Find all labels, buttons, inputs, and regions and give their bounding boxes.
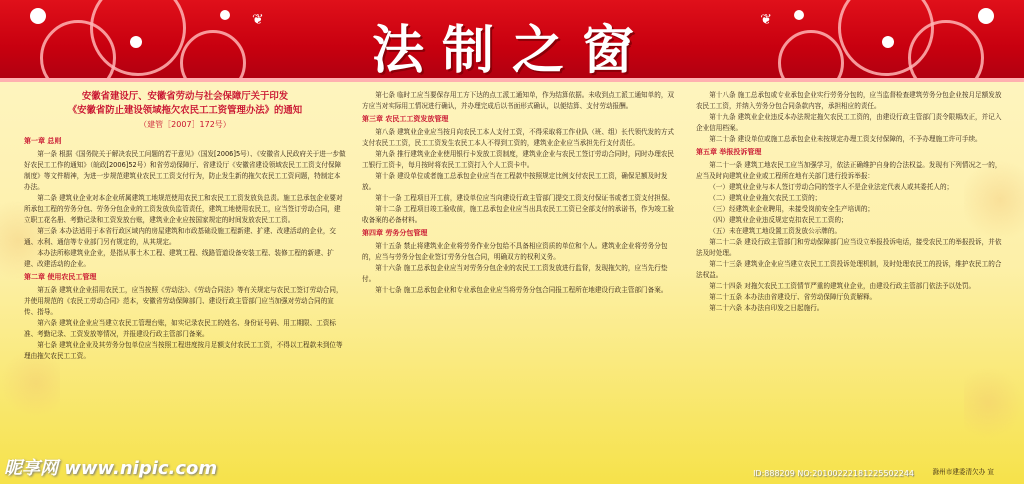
document-title-line2: 《安徽省防止建设领域拖欠农民工工资管理办法》的通知 xyxy=(67,105,303,116)
watermark-logo: 昵享网 www.nipic.com xyxy=(4,458,218,479)
banner xyxy=(0,0,1024,82)
paragraph: 第二十二条 建设行政主管部门和劳动保障部门应当设立举报投诉电话，接受农民工的举报投诉，并依法及时处理。 xyxy=(696,238,1002,257)
butterfly-icon: ❦ xyxy=(760,12,772,28)
chapter-heading: 第四章 劳务分包管理 xyxy=(362,229,428,237)
paragraph: 第十七条 施工总承包企业和专业承包企业应当将劳务分包合同报工程所在地建设行政主管部门备案。 xyxy=(375,286,668,294)
paragraph: 第五条 建筑业企业招用农民工，应当按照《劳动法》、《劳动合同法》等有关规定与农民工签订劳动合同，并使用规范的《农民工劳动合同》范本，安徽省劳动保障部门、建设行政主管部门应当加强对劳动合同的宣传、指导。 xyxy=(24,286,343,316)
paragraph: 第十二条 工程项目竣工验收前，施工总承包企业应当出具农民工工资已全部支付的承诺书，作为竣工验收备案的必备材料。 xyxy=(362,205,675,224)
paragraph: 第九条 推行建筑业企业使用银行卡发放工资制度，建筑业企业与农民工签订劳动合同时，同时办理农民工银行工资卡，每月按时将农民工工资打入个人工资卡中。 xyxy=(362,150,675,169)
paragraph: 第二十四条 对拖欠农民工工资情节严重的建筑业企业，由建设行政主管部门依法予以处罚。 xyxy=(709,282,976,290)
butterfly-icon: ❦ xyxy=(252,12,264,28)
paragraph: 第十条 建设单位或者施工总承包企业应当在工程款中按照规定比例支付农民工工资，确保足额及时发放。 xyxy=(362,172,668,191)
paragraph: 第二十条 建设单位或施工总承包企业未按规定办理工资支付保障的，不予办理施工许可手续。 xyxy=(709,135,982,143)
paragraph: 本办法所称建筑业企业，是指从事土木工程、建筑工程、线路管道设备安装工程、装修工程的新建、扩建、改建活动的企业。 xyxy=(24,249,334,268)
paragraph: 第十一条 工程项目开工前，建设单位应当向建设行政主管部门提交工资支付保证书或者工资支付担保。 xyxy=(375,194,675,202)
chapter-heading: 第二章 使用农民工管理 xyxy=(24,273,97,281)
document-number: （建管［2007］172号） xyxy=(139,120,231,129)
paragraph: 第二十三条 建筑业企业应当建立农民工工资投诉处理机制，及时处理农民工的投诉，维护农民工的合法权益。 xyxy=(696,260,1002,279)
paragraph: （一）建筑业企业与本人签订劳动合同的签字人不是企业法定代表人或其委托人的； xyxy=(709,183,954,191)
paragraph: 第二十五条 本办法由省建设厅、省劳动保障厅负责解释。 xyxy=(709,293,877,301)
watermark-id: ID:888209 NO:20100222181225502244 xyxy=(753,469,914,478)
chapter-heading: 第五章 举报投诉管理 xyxy=(696,148,762,156)
chapter-heading: 第一章 总则 xyxy=(24,137,62,145)
column-1 xyxy=(24,90,346,476)
paragraph: 第二十六条 本办法自印发之日起施行。 xyxy=(709,304,824,312)
paragraph: 第七条 建筑业企业及其劳务分包单位应当按照工程进度按月足额支付农民工工资，不得以工程款未到位等理由拖欠农民工工资。 xyxy=(24,341,343,360)
paragraph: 第十九条 建筑业企业违反本办法规定拖欠农民工工资的，由建设行政主管部门责令限期改正，并记入企业信用档案。 xyxy=(696,113,1002,132)
column-2 xyxy=(362,90,680,476)
paragraph: 第二十一条 建筑工地农民工应当加强学习，依法正确维护自身的合法权益。发现有下列情况之一的，应当及时向建筑业企业或工程所在地有关部门进行投诉举报： xyxy=(696,161,1002,180)
paragraph: 第七条 临时工应当要保存用工方下达的点工派工通知单，作为结算依据。未收到点工派工通知单的，双方应当对实际用工情况进行确认，并办理完成后以书面形式确认，以便结算、支付劳动报酬。 xyxy=(362,91,675,110)
paragraph: 第二条 建筑业企业对本企业所属建筑工地规范使用农民工和农民工工资发放负总责。施工总承包企业要对所承包工程的劳务分包、劳务分包企业的工资发放负监管责任，建筑工地使用农民工，应当签订劳动合同，建立职工花名册、考勤记录和工资发放台账，建筑业企业应按国家规定的时间发放农民工工资。 xyxy=(24,194,343,224)
paragraph: 第十八条 施工总承包或专业承包企业实行劳务分包的，应当监督检查建筑劳务分包企业按月足额发放农民工工资，并纳入劳务分包合同条款内容，承担相应的责任。 xyxy=(696,91,1002,110)
paragraph: 第八条 建筑业企业应当按月向农民工本人支付工资，不得采取将工作业队（班、组）长代领代发的方式支付农民工工资，民工工资发生农民工本人不得到工资的，建筑业企业应当承担先行支付责任。 xyxy=(362,128,675,147)
chapter-heading: 第三章 农民工工资发放管理 xyxy=(362,115,449,123)
document-title-line1: 安徽省建设厅、安徽省劳动与社会保障厅关于印发 xyxy=(81,91,289,102)
paragraph: 第六条 建筑业企业应当建立农民工管理台账，如实记录农民工的姓名、身份证号码、用工期限、工资标准、考勤记录、工资发放等情况，并报建设行政主管部门备案。 xyxy=(24,319,337,338)
column-3 xyxy=(696,90,1002,476)
paragraph: （二）建筑业企业拖欠农民工工资的； xyxy=(709,194,822,202)
paragraph: 第十六条 施工总承包企业应当对劳务分包企业的农民工工资发放进行监督，发现拖欠的，应当先行垫付。 xyxy=(362,264,668,283)
paragraph: （五）未在建筑工地设置工资发放公示牌的。 xyxy=(709,227,842,235)
signer: 滁州市建委清欠办 宣 xyxy=(932,468,994,476)
banner-title: 法制之窗 xyxy=(371,21,652,81)
paragraph: 第一条 根据《国务院关于解决农民工问题的若干意见》（国发[2006]5号）、《安徽省人民政府关于进一步做好农民工工作的通知》（皖政[2006]52号）和省劳动保障厅、省建设厅《安徽省建设领域农民工工资支付保障制度》等文件精神，为进一步规范建筑业农民工工资支付行为，防止发生新的拖欠农民工工资问题，特制定本办法。 xyxy=(24,150,346,191)
paragraph: （三）经建筑业企业聘用，未接受岗前安全生产培训的； xyxy=(709,205,875,213)
paragraph: （四）建筑业企业违反规定克扣农民工工资的； xyxy=(709,216,848,224)
paragraph: 第三条 本办法适用于本省行政区域内的房屋建筑和市政基础设施工程新建、扩建、改建活动的企业，交通、水利、通信等专业部门另有规定的，从其规定。 xyxy=(24,227,337,246)
paragraph: 第十五条 禁止将建筑业企业将劳务作业分包给不具备相应资质的单位和个人。建筑业企业将劳务分包的，应当与劳务分包企业签订劳务分包合同，明确双方的权利义务。 xyxy=(362,242,668,261)
